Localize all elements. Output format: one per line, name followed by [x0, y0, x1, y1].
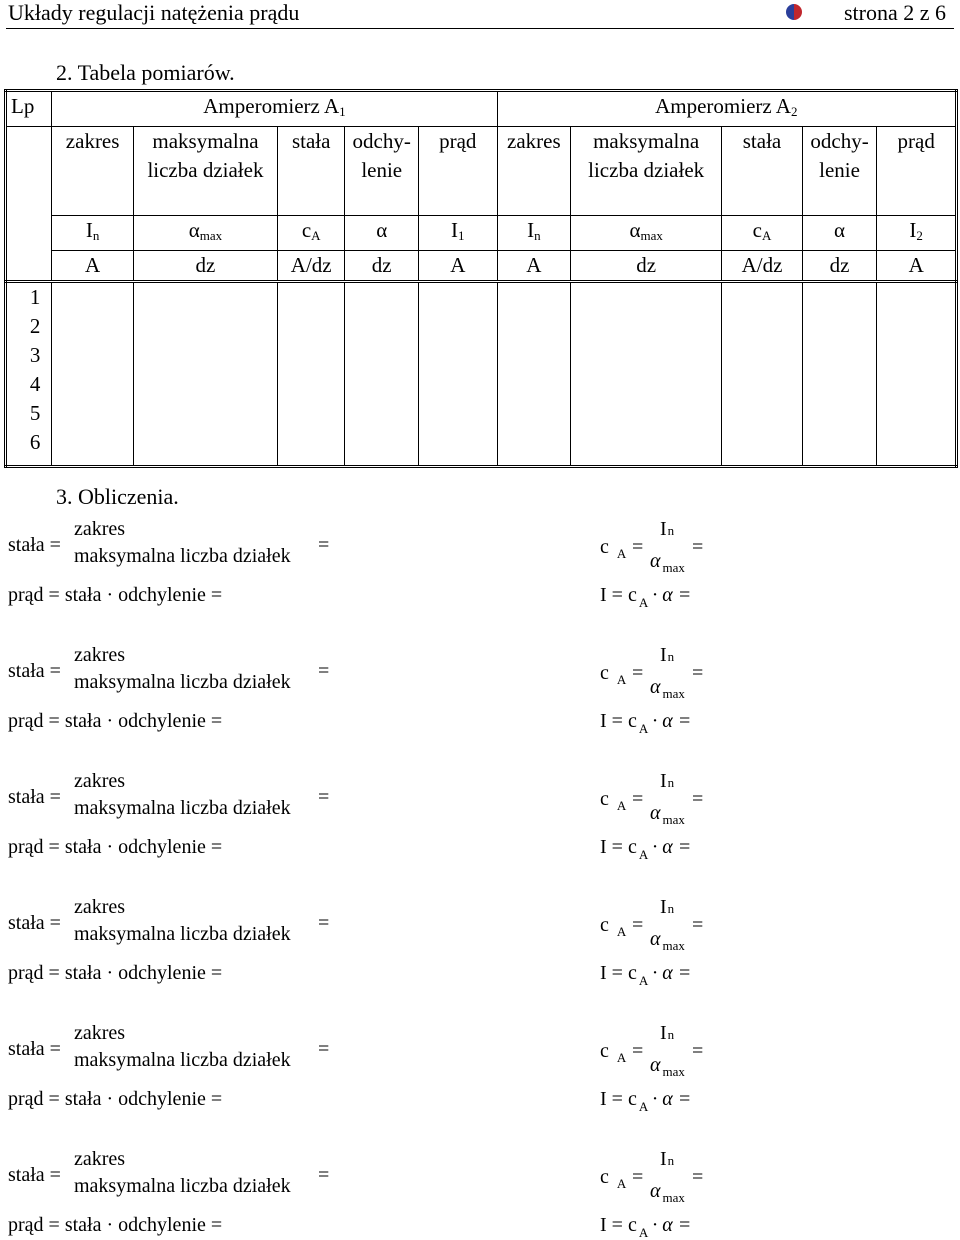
alpha-max-denominator: α $_{max}$	[650, 676, 685, 701]
ca-symbol: c $_A$	[600, 1166, 627, 1191]
data-cell[interactable]	[877, 282, 957, 467]
current-ca-formula: I = c $_A$ · α =	[600, 1088, 692, 1114]
column-header: maksymalna liczba działek	[571, 127, 722, 216]
current-formula: prąd = stała · odchylenie =	[8, 962, 223, 984]
current-formula: prąd = stała · odchylenie =	[8, 710, 223, 732]
symbol-cell: α	[802, 216, 877, 251]
lp-header: Lp	[6, 91, 52, 127]
row-number: 6	[29, 430, 41, 454]
equals-sign: =	[692, 788, 704, 810]
row-number: 4	[29, 372, 41, 396]
section-title-calculations: 3. Obliczenia.	[56, 484, 179, 509]
zakres-numerator: zakres	[74, 644, 126, 666]
equals-sign: =	[692, 662, 704, 684]
equals-sign: =	[318, 1038, 330, 1060]
equals-sign: =	[318, 534, 330, 556]
red-blue-circle-logo-icon	[786, 4, 802, 20]
column-header: maksymalna liczba działek	[133, 127, 277, 216]
page-indicator: strona 2 z 6	[843, 0, 946, 25]
column-header: stała	[277, 127, 344, 216]
symbol-cell: $\alpha_{max}$	[133, 216, 277, 251]
data-cell[interactable]	[345, 282, 419, 467]
zakres-numerator: zakres	[74, 770, 126, 792]
in-numerator: In	[660, 644, 675, 666]
alpha-max-denominator: α $_{max}$	[650, 1180, 685, 1205]
max-divisions-denominator: maksymalna liczba działek	[74, 923, 291, 945]
data-cell[interactable]	[418, 282, 497, 467]
measurement-table	[4, 89, 958, 468]
symbol-cell: $c_A$	[277, 216, 344, 251]
zakres-numerator: zakres	[74, 896, 126, 918]
data-cell[interactable]	[497, 282, 571, 467]
ca-symbol: c $_A$	[600, 914, 627, 939]
unit-cell: dz	[802, 251, 877, 282]
unit-cell: dz	[345, 251, 419, 282]
symbol-cell: $\alpha_{max}$	[571, 216, 722, 251]
current-formula: prąd = stała · odchylenie =	[8, 1214, 223, 1236]
equals-sign: =	[632, 788, 644, 810]
stala-label: stała =	[8, 534, 61, 556]
symbol-cell: $I_2$	[877, 216, 957, 251]
header-divider	[6, 28, 954, 29]
current-formula: prąd = stała · odchylenie =	[8, 1088, 223, 1110]
equals-sign: =	[318, 912, 330, 934]
column-header: prąd	[418, 127, 497, 216]
unit-cell: dz	[133, 251, 277, 282]
data-cell[interactable]	[133, 282, 277, 467]
stala-label: stała =	[8, 660, 61, 682]
current-formula: prąd = stała · odchylenie =	[8, 584, 223, 606]
unit-cell: A	[877, 251, 957, 282]
symbol-cell: $I_n$	[52, 216, 134, 251]
current-ca-formula: I = c $_A$ · α =	[600, 584, 692, 610]
zakres-numerator: zakres	[74, 1148, 126, 1170]
data-cell[interactable]	[52, 282, 134, 467]
unit-cell: A/dz	[722, 251, 803, 282]
group-header-a2: Amperomierz $A_2$	[497, 91, 956, 127]
data-cell[interactable]	[277, 282, 344, 467]
equals-sign: =	[318, 1164, 330, 1186]
in-numerator: In	[660, 896, 675, 918]
unit-cell: A	[418, 251, 497, 282]
current-ca-formula: I = c $_A$ · α =	[600, 836, 692, 862]
data-cell[interactable]	[722, 282, 803, 467]
equals-sign: =	[632, 1166, 644, 1188]
section-title-table: 2. Tabela pomiarów.	[56, 60, 235, 85]
symbol-cell: $c_A$	[722, 216, 803, 251]
max-divisions-denominator: maksymalna liczba działek	[74, 671, 291, 693]
unit-cell: A	[497, 251, 571, 282]
data-cell[interactable]	[571, 282, 722, 467]
max-divisions-denominator: maksymalna liczba działek	[74, 545, 291, 567]
equals-sign: =	[632, 536, 644, 558]
ca-symbol: c $_A$	[600, 1040, 627, 1065]
equals-sign: =	[632, 914, 644, 936]
zakres-numerator: zakres	[74, 518, 126, 540]
unit-cell: A/dz	[277, 251, 344, 282]
unit-cell: A	[52, 251, 134, 282]
unit-cell: dz	[571, 251, 722, 282]
max-divisions-denominator: maksymalna liczba działek	[74, 1175, 291, 1197]
max-divisions-denominator: maksymalna liczba działek	[74, 1049, 291, 1071]
in-numerator: In	[660, 518, 675, 540]
ca-symbol: c $_A$	[600, 536, 627, 561]
stala-label: stała =	[8, 912, 61, 934]
equals-sign: =	[692, 536, 704, 558]
current-ca-formula: I = c $_A$ · α =	[600, 962, 692, 988]
alpha-max-denominator: α $_{max}$	[650, 928, 685, 953]
equals-sign: =	[318, 786, 330, 808]
document-title: Układy regulacji natężenia prądu	[8, 0, 300, 25]
symbol-cell: $I_n$	[497, 216, 571, 251]
equals-sign: =	[692, 914, 704, 936]
in-numerator: In	[660, 1148, 675, 1170]
column-header: odchy- lenie	[345, 127, 419, 216]
ca-symbol: c $_A$	[600, 788, 627, 813]
current-ca-formula: I = c $_A$ · α =	[600, 710, 692, 736]
column-header: odchy- lenie	[802, 127, 877, 216]
alpha-max-denominator: α $_{max}$	[650, 550, 685, 575]
row-number: 2	[29, 314, 41, 338]
current-ca-formula: I = c $_A$ · α =	[600, 1214, 692, 1240]
row-numbers	[6, 282, 52, 467]
symbol-cell: $I_1$	[418, 216, 497, 251]
equals-sign: =	[632, 662, 644, 684]
zakres-numerator: zakres	[74, 1022, 126, 1044]
alpha-max-denominator: α $_{max}$	[650, 1054, 685, 1079]
max-divisions-denominator: maksymalna liczba działek	[74, 797, 291, 819]
row-number: 3	[29, 343, 41, 367]
row-number: 5	[29, 401, 41, 425]
column-header: prąd	[877, 127, 957, 216]
data-cell[interactable]	[802, 282, 877, 467]
stala-label: stała =	[8, 1164, 61, 1186]
current-formula: prąd = stała · odchylenie =	[8, 836, 223, 858]
column-header: zakres	[52, 127, 134, 216]
column-header: stała	[722, 127, 803, 216]
alpha-max-denominator: α $_{max}$	[650, 802, 685, 827]
in-numerator: In	[660, 770, 675, 792]
stala-label: stała =	[8, 786, 61, 808]
equals-sign: =	[318, 660, 330, 682]
equals-sign: =	[632, 1040, 644, 1062]
symbol-cell: α	[345, 216, 419, 251]
in-numerator: In	[660, 1022, 675, 1044]
ca-symbol: c $_A$	[600, 662, 627, 687]
stala-label: stała =	[8, 1038, 61, 1060]
equals-sign: =	[692, 1040, 704, 1062]
group-header-a1: Amperomierz $A_1$	[52, 91, 497, 127]
row-number: 1	[29, 285, 41, 309]
column-header: zakres	[497, 127, 571, 216]
equals-sign: =	[692, 1166, 704, 1188]
